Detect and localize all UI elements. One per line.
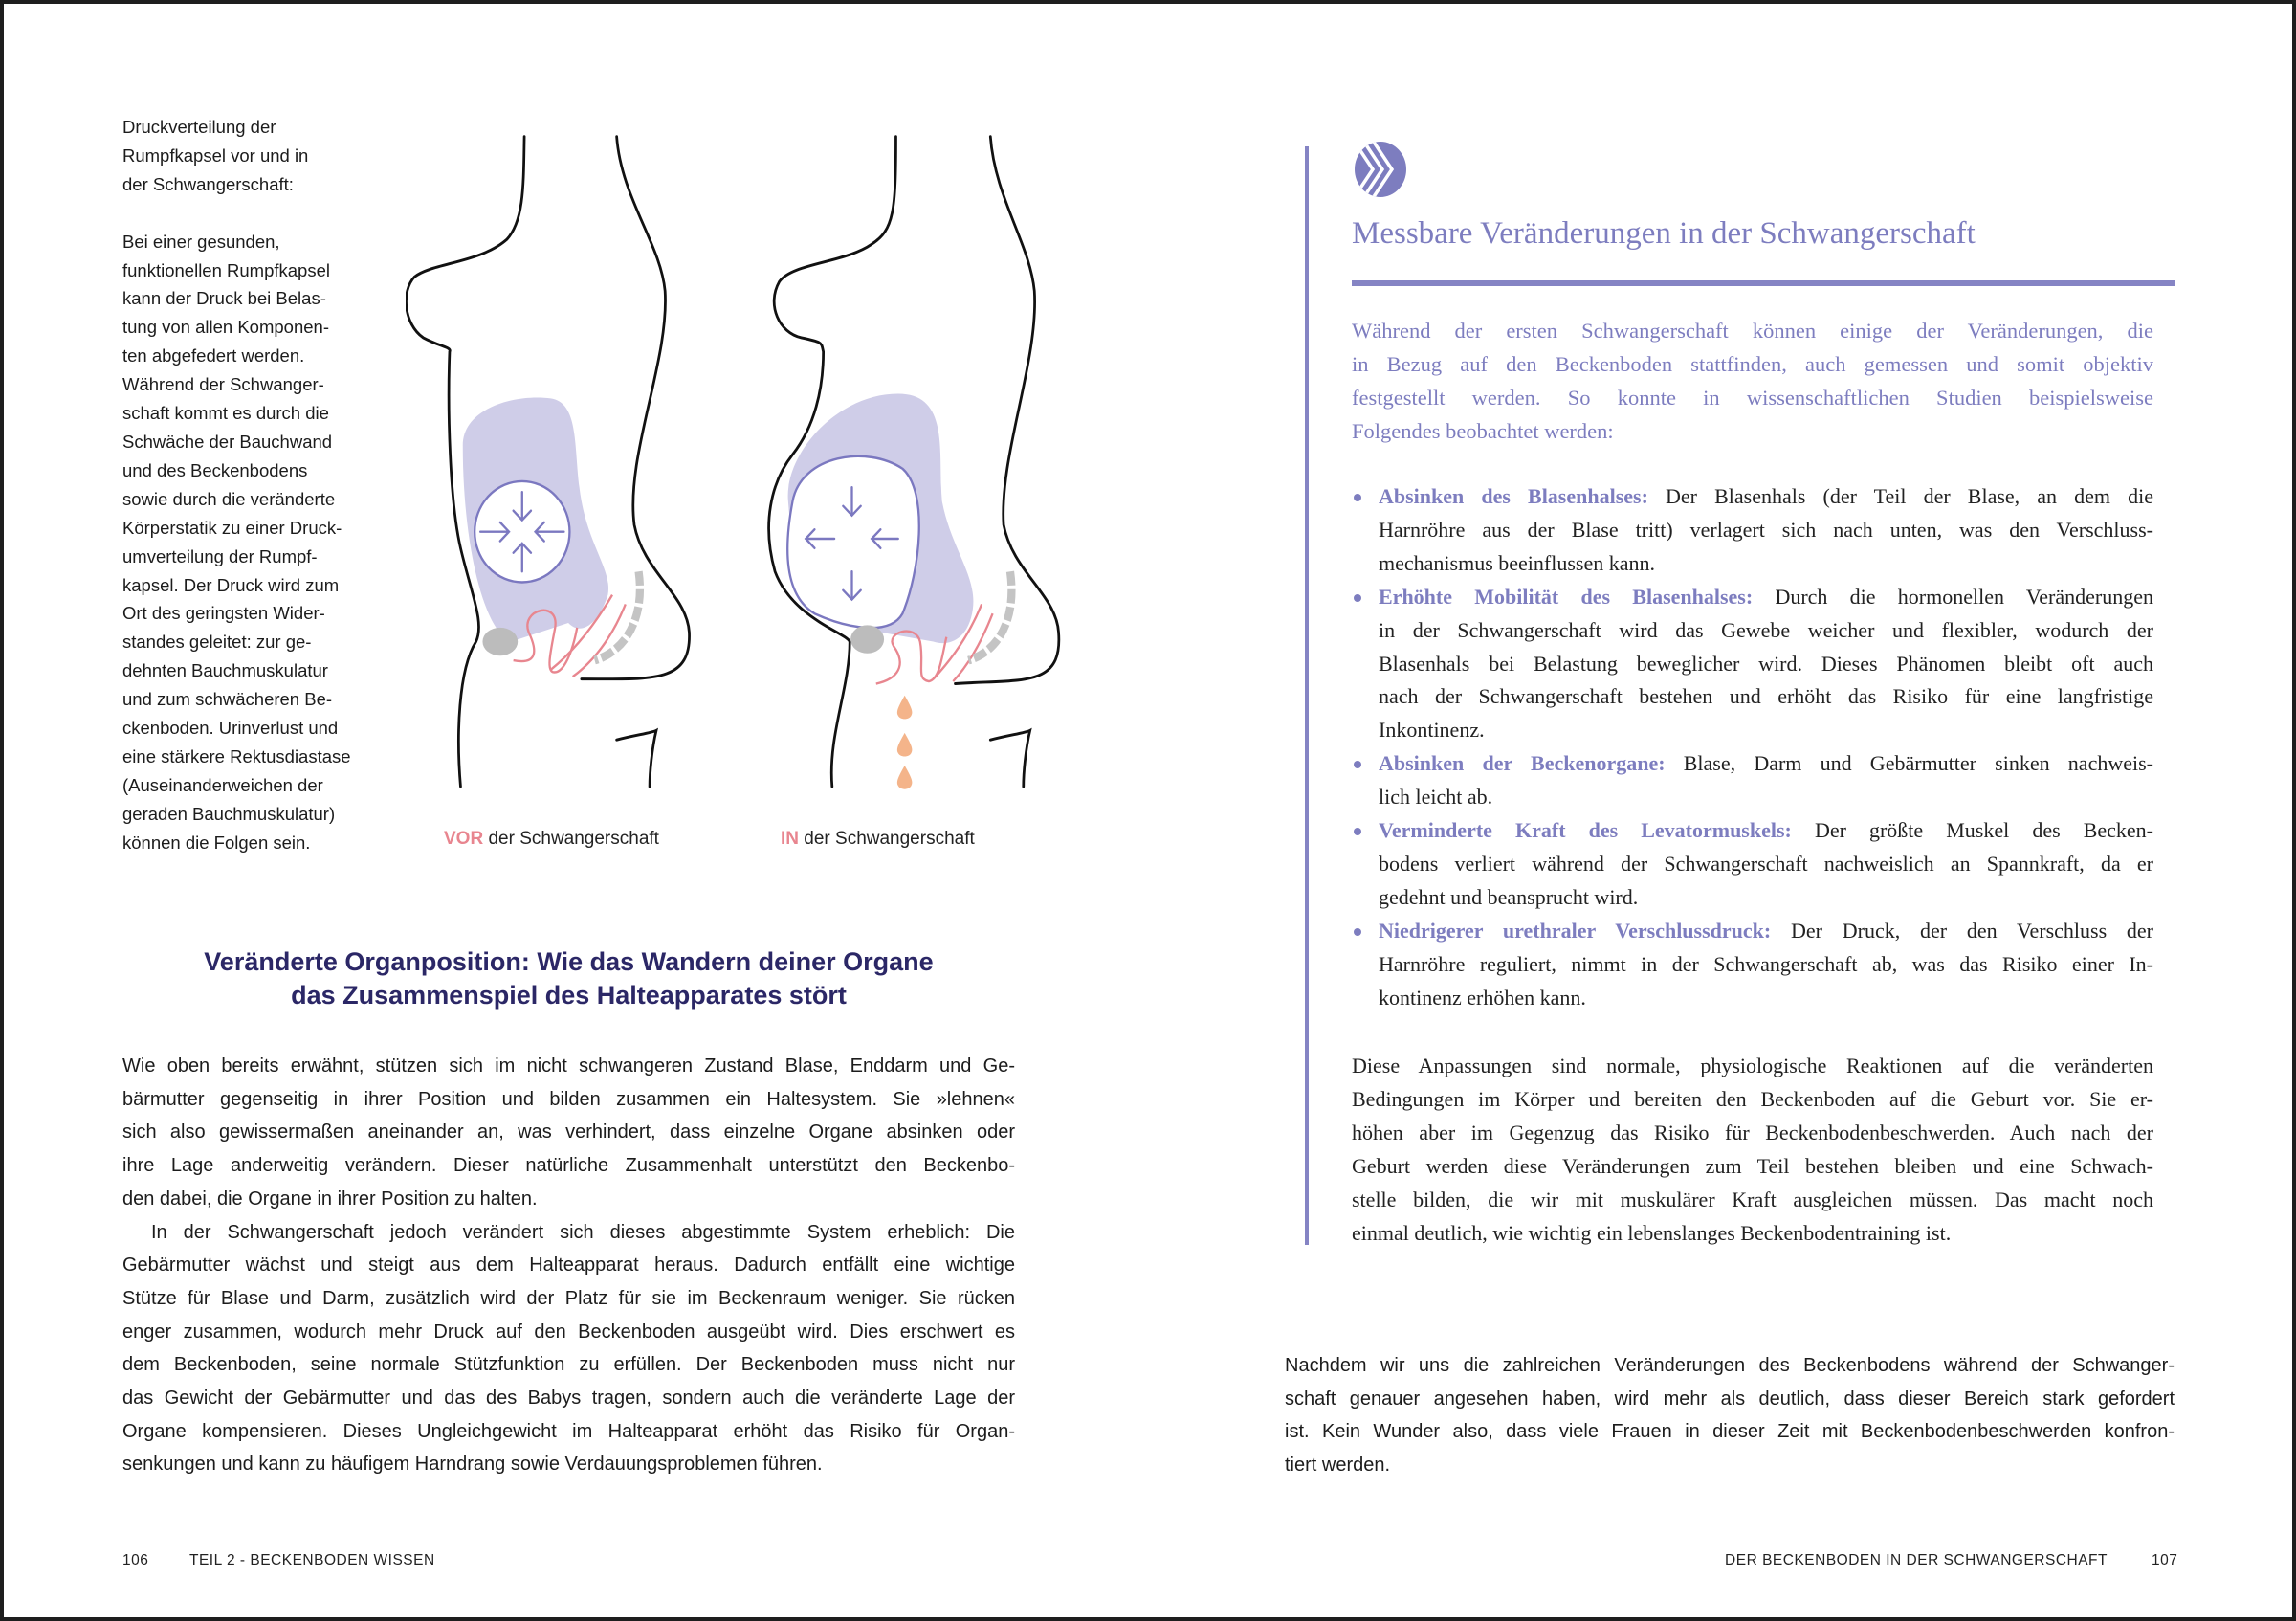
text-line: standes geleitet: zur ge- [122,632,312,653]
pregnancy-pressure-illustration [406,127,1092,829]
running-header-right: DER BECKENBODEN IN DER SCHWANGERSCHAFT [1725,1552,2108,1568]
bullet-label: Verminderte Kraft des Levatormuskels: [1379,818,1792,843]
section-heading [122,945,1015,1012]
text-line: stelle bilden, die wir mit muskulärer Kraft ausgleichen müssen. Das macht noch [1352,1188,2153,1211]
bullet-label: Absinken des Blasenhalses: [1379,484,1648,508]
text-line: einmal deutlich, wie wichtig ein lebenslanges Beckenbodentraining ist. [1352,1221,1952,1245]
paragraph [122,1216,1015,1482]
text-line: sowie durch die veränderte [122,488,336,509]
bullet-item [1352,747,2153,814]
text-line: umverteilung der Rumpf- [122,545,318,566]
spine-tailbone [968,571,1011,660]
text-line: Druckverteilung der [122,117,276,137]
bullet-text: Der Druck, der den Verschluss der [1771,918,2154,943]
text-line: tung von allen Komponen- [122,317,329,338]
text-line: ten abgefedert werden. [122,345,305,366]
text-line: Folgendes beobachtet werden: [1352,419,1614,443]
text-line: Ort des geringsten Wider- [122,603,325,624]
bullet-text: Der größte Muskel des Becken- [1791,818,2153,843]
text-line: Organe kompensieren. Dieses Ungleichgewicht im Halteapparat erhöht das Risiko für Organ- [122,1420,1015,1442]
bullet-dot-icon [1354,828,1361,835]
text-line: tiert werden. [1285,1454,1391,1477]
text-line: ihre Lage anderweitig verändern. Dieser natürliche Zusammenhalt unterstützt den Beckenbo- [122,1155,1015,1177]
bullet-text: Durch die hormonellen Veränderungen [1753,584,2153,609]
bullet-dot-icon [1354,761,1361,768]
text-line: sich also gewissermaßen aneinander an, was verhindert, dass einzelne Organe absinken oder [122,1121,1015,1144]
info-box-bullet-list [1352,480,2153,1015]
bullet-label: Niedrigerer urethraler Verschlussdruck: [1379,918,1772,943]
text-line: Geburt werden diese Veränderungen zum Teil bestehen bleiben und eine Schwach- [1352,1154,2153,1178]
text-line: gedehnt und beansprucht wird. [1379,884,1639,909]
text-line: schaft kommt es durch die [122,403,329,424]
text-line: lich leicht ab. [1379,785,1493,810]
text-line: eine stärkere Rektusdiastase [122,745,351,766]
figure-side-caption [122,113,386,857]
text-line: Wie oben bereits erwähnt, stützen sich im nicht schwangeren Zustand Blase, Enddarm und Ge- [122,1055,1015,1077]
thigh-outline [990,730,1029,787]
info-box-closing [1352,1049,2153,1250]
text-line: in der Schwangerschaft wird das Gewebe weicher und flexibler, wodurch der [1379,617,2153,642]
text-line: der Schwangerschaft: [122,173,294,194]
text-line: Gebärmutter wächst und steigt aus dem Halteapparat heraus. Dadurch entfällt eine wichtige [122,1255,1015,1277]
uterus-outline [787,456,919,628]
page-number-left: 106 [122,1552,149,1568]
thigh-outline [617,730,656,787]
text-line: in Bezug auf den Beckenboden stattfinden, auch gemessen und somit objektiv [1352,352,2153,376]
urine-drops-icon [897,696,913,789]
text-line: Bedingungen im Körper und bereiten den Beckenboden auf die Geburt vor. Sie er- [1352,1087,2153,1111]
text-line: senkungen und kann zu häufigem Harndrang sowie Verdauungsproblemen führen. [122,1454,823,1476]
text-line: Bei einer gesunden, [122,231,280,252]
text-line [1379,480,2153,514]
text-line: kapsel. Der Druck wird zum [122,574,340,595]
text-line: funktionellen Rumpfkapsel [122,259,330,280]
right-body-text [1285,1349,2175,1482]
heading-line: das Zusammenspiel des Halteapparates stört [291,981,847,1010]
text-line: geraden Bauchmuskulatur) [122,803,336,824]
text-line [122,199,386,228]
info-box-vertical-bar [1305,146,1309,1245]
text-line: bodens verliert während der Schwangerschaft nachweislich an Spannkraft, da er [1379,851,2153,876]
text-line: höhen aber im Gegenzug das Risiko für Beckenbodenbeschwerden. Auch nach der [1352,1121,2153,1144]
text-line: enger zusammen, wodurch mehr Druck auf den Beckenboden ausgeübt wird. Dies erschwert es [122,1321,1015,1343]
title-underline-rule [1352,280,2175,286]
info-box-title: Messbare Veränderungen in der Schwangerschaft [1352,216,1976,251]
bullet-item [1352,480,2153,581]
text-line [1379,814,2153,848]
text-line: Während der Schwanger- [122,374,324,395]
bullet-label: Erhöhte Mobilität des Blasenhalses: [1379,584,1754,609]
paragraph [122,1050,1015,1216]
pubic-bone [850,625,884,653]
pubic-bone [482,628,518,655]
caption-during-pregnancy [781,829,975,850]
text-line: Inkontinenz. [1379,718,1485,743]
text-line: ckenboden. Urinverlust und [122,718,339,739]
caption-highlight: IN [781,829,799,849]
left-body-text [122,1050,1015,1481]
text-line: festgestellt werden. So konnte in wissenschaftlichen Studien beispielsweise [1352,386,2153,410]
text-line: und des Beckenbodens [122,459,308,480]
text-line [1379,581,2153,614]
bullet-dot-icon [1354,594,1361,602]
text-line: kann der Druck bei Belas- [122,288,326,309]
text-line [1379,915,2153,948]
bullet-label: Absinken der Beckenorgane: [1379,751,1666,776]
text-line [1379,747,2153,781]
page-number-right: 107 [2152,1552,2178,1568]
text-line: dem Beckenboden, seine normale Stützfunktion zu erfüllen. Der Beckenboden muss nicht nur [122,1354,1015,1376]
caption-highlight: VOR [444,829,484,849]
text-line: Harnröhre reguliert, nimmt in der Schwangerschaft ab, was das Risiko einer In- [1379,951,2153,976]
text-line: Harnröhre aus der Blase tritt) verlagert sich nach unten, was den Verschluss- [1379,517,2153,542]
text-line: nach der Schwangerschaft bestehen und erhöht das Risiko für eine langfristige [1379,684,2153,709]
heading-line: Veränderte Organposition: Wie das Wandern deiner Organe [204,947,934,976]
info-box-intro [1352,314,2153,448]
text-line: schaft genauer angesehen haben, wird mehr als deutlich, dass dieser Bereich stark gefordert [1285,1388,2175,1410]
bullet-text: Blase, Darm und Gebärmutter sinken nachweis- [1665,751,2153,776]
text-line: Rumpfkapsel vor und in [122,144,309,166]
text-line: In der Schwangerschaft jedoch verändert sich dieses abgestimmte System erheblich: Die [151,1221,1015,1243]
text-line: Blasenhals bei Belastung beweglicher wird. Dieses Phänomen bleibt oft auch [1379,651,2153,676]
bullet-item [1352,814,2153,915]
text-line: Diese Anpassungen sind normale, physiologische Reaktionen auf die veränderten [1352,1054,2153,1077]
bullet-dot-icon [1354,928,1361,936]
caption-before-pregnancy [444,829,659,850]
caption-text: der Schwangerschaft [799,829,975,849]
text-line: Stütze für Blase und Darm, zusätzlich wird der Platz für sie im Beckenraum weniger. Sie rücken [122,1287,1015,1309]
text-line: und zum schwächeren Be- [122,689,333,710]
text-line: kontinenz erhöhen kann. [1379,985,1586,1010]
text-line: mechanismus beeinflussen kann. [1379,550,1655,575]
text-line: bärmutter gegenseitig in ihrer Position und bilden zusammen ein Haltesystem. Sie »lehnen« [122,1088,1015,1110]
bullet-text: Der Blasenhals (der Teil der Blase, an dem die [1647,484,2153,508]
text-line: Nachdem wir uns die zahlreichen Veränderungen des Beckenbodens während der Schwanger- [1285,1355,2175,1376]
text-line: ist. Kein Wunder also, dass viele Frauen in dieser Zeit mit Beckenbodenbeschwerden konfron- [1285,1421,2175,1443]
text-line: Körperstatik zu einer Druck- [122,517,342,538]
text-line: das Gewicht der Gebärmutter und das des Babys tragen, sondern auch die veränderte Lage der [122,1388,1015,1410]
bullet-item [1352,915,2153,1015]
running-header-left: TEIL 2 - BECKENBODEN WISSEN [189,1552,435,1568]
text-line: Schwäche der Bauchwand [122,431,333,452]
text-line: Während der ersten Schwangerschaft können einige der Veränderungen, die [1352,319,2153,343]
text-line: (Auseinanderweichen der [122,774,323,795]
text-line: können die Folgen sein. [122,832,311,853]
text-line: den dabei, die Organe in ihrer Position zu halten. [122,1188,538,1210]
bullet-dot-icon [1354,494,1361,501]
caption-text: der Schwangerschaft [483,829,659,849]
bullet-item [1352,581,2153,748]
text-line: dehnten Bauchmuskulatur [122,660,328,681]
chevrons-right-icon [1352,141,1409,198]
